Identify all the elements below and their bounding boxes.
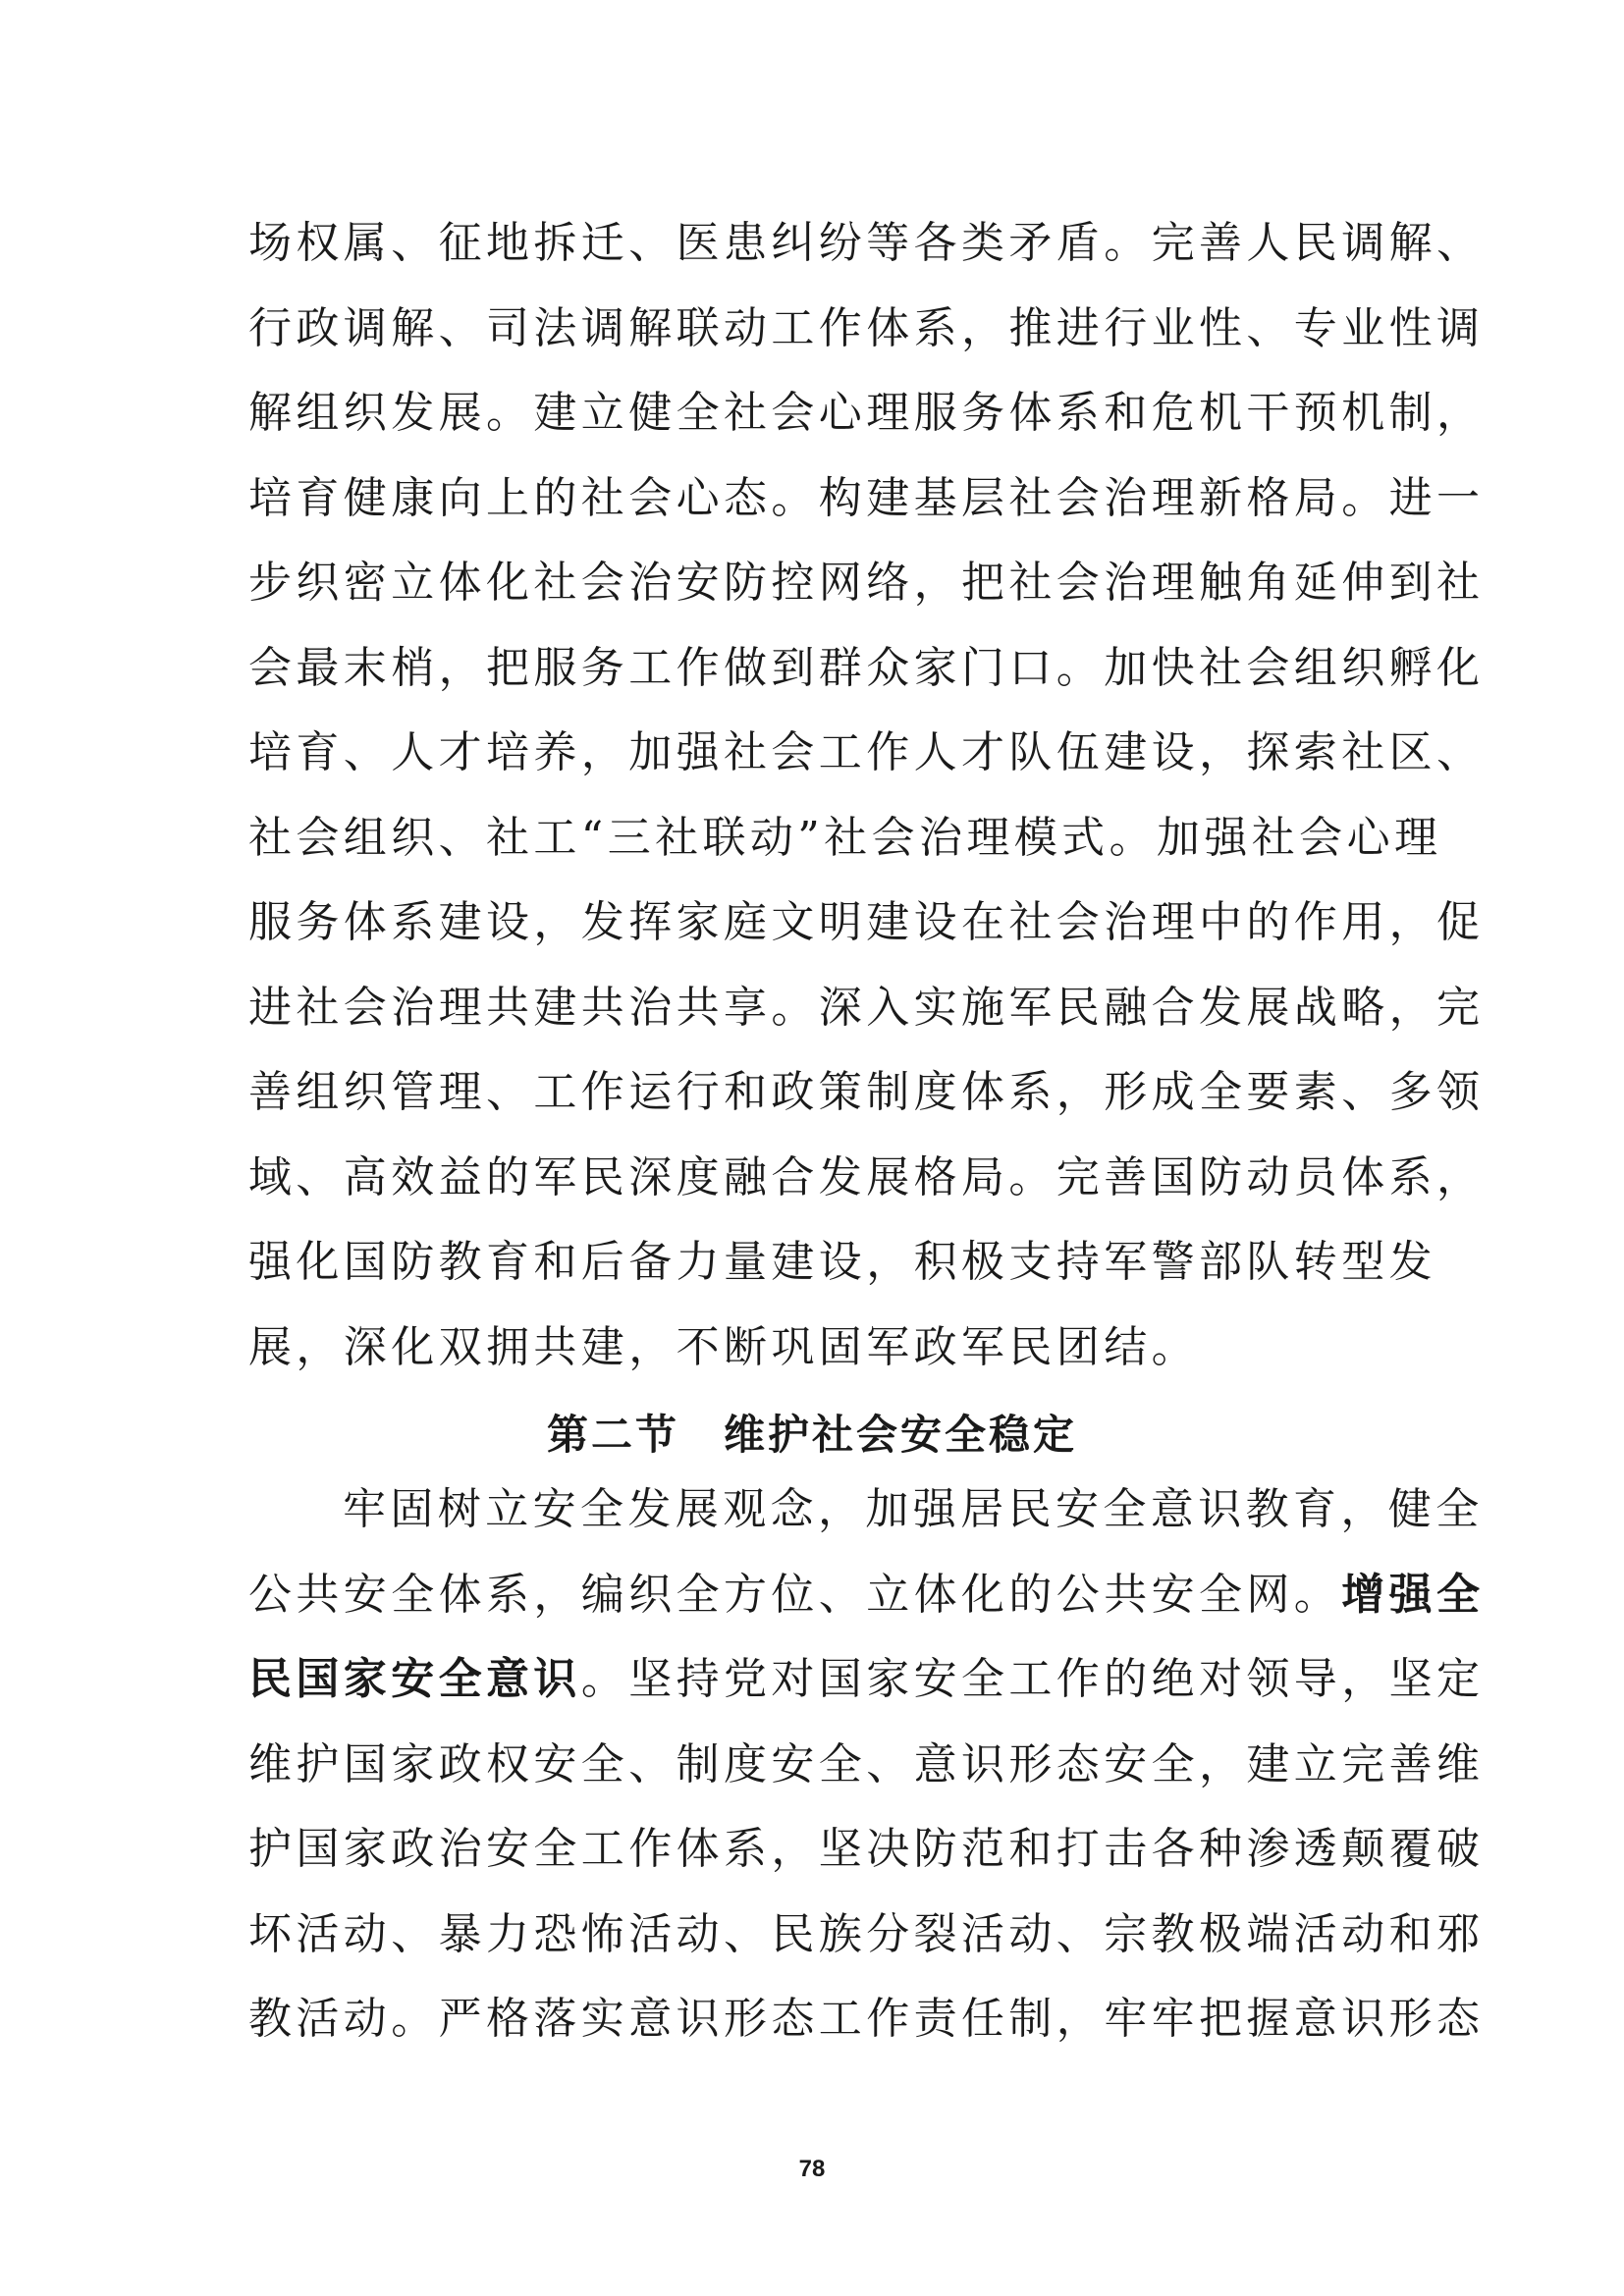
paragraph-line: 行政调解、司法调解联动工作体系，推进行业性、专业性调: [248, 302, 1485, 353]
paragraph-line: [248, 1637, 1485, 1723]
paragraph-line: 培育健康向上的社会心态。构建基层社会治理新格局。进一: [248, 472, 1485, 523]
paragraph-line: 培育、人才培养，加强社会工作人才队伍建设，探索社区、: [248, 727, 1485, 777]
bold-emphasis: 增强全: [1341, 1569, 1485, 1620]
paragraph-line: [248, 1553, 1485, 1638]
paragraph-line: 善组织管理、工作运行和政策制度体系，形成全要素、多领: [248, 1067, 1485, 1117]
paragraph-line: 场权属、征地拆迁、医患纠纷等各类矛盾。完善人民调解、: [248, 218, 1485, 268]
paragraph-line: 服务体系建设，发挥家庭文明建设在社会治理中的作用，促: [248, 897, 1485, 947]
paragraph-line: 护国家政治安全工作体系，坚决防范和打击各种渗透颠覆破: [248, 1824, 1485, 1874]
paragraph-line: 会最末梢，把服务工作做到群众家门口。加快社会组织孵化: [248, 642, 1485, 693]
paragraph-line: 步织密立体化社会治安防控网络，把社会治理触角延伸到社: [248, 558, 1485, 608]
paragraph-line: 域、高效益的军民深度融合发展格局。完善国防动员体系，: [248, 1151, 1485, 1202]
paragraph-line: 教活动。严格落实意识形态工作责任制，牢牢把握意识形态: [248, 1994, 1485, 2044]
paragraph-line: 进社会治理共建共治共享。深入实施军民融合发展战略，完: [248, 982, 1485, 1033]
bold-emphasis: 民国家安全意识: [248, 1654, 581, 1704]
paragraph-text: 。坚持党对国家安全工作的绝对领导，坚定: [580, 1654, 1485, 1704]
paragraph-line: 展，深化双拥共建，不断巩固军政军民团结。: [248, 1321, 1199, 1372]
paragraph-text: 公共安全体系，编织全方位、立体化的公共安全网。: [248, 1569, 1342, 1620]
paragraph-line: 坏活动、暴力恐怖活动、民族分裂活动、宗教极端活动和邪: [248, 1908, 1485, 1959]
section-paragraph: [248, 1468, 1485, 2062]
paragraph-line: 解组织发展。建立健全社会心理服务体系和危机干预机制，: [248, 388, 1485, 438]
paragraph-line: 维护国家政权安全、制度安全、意识形态安全，建立完善维: [248, 1738, 1485, 1789]
paragraph-line: 强化国防教育和后备力量建设，积极支持军警部队转型发: [248, 1237, 1436, 1287]
continued-paragraph: [248, 201, 1485, 1390]
paragraph-line: 社会组织、社工“三社联动”社会治理模式。加强社会心理: [248, 812, 1442, 863]
section-heading: 第二节 维护社会安全稳定: [546, 1411, 1077, 1459]
paragraph-line: 牢固树立安全发展观念，加强居民安全意识教育，健全: [343, 1484, 1484, 1534]
page-number: 78: [798, 2156, 826, 2182]
